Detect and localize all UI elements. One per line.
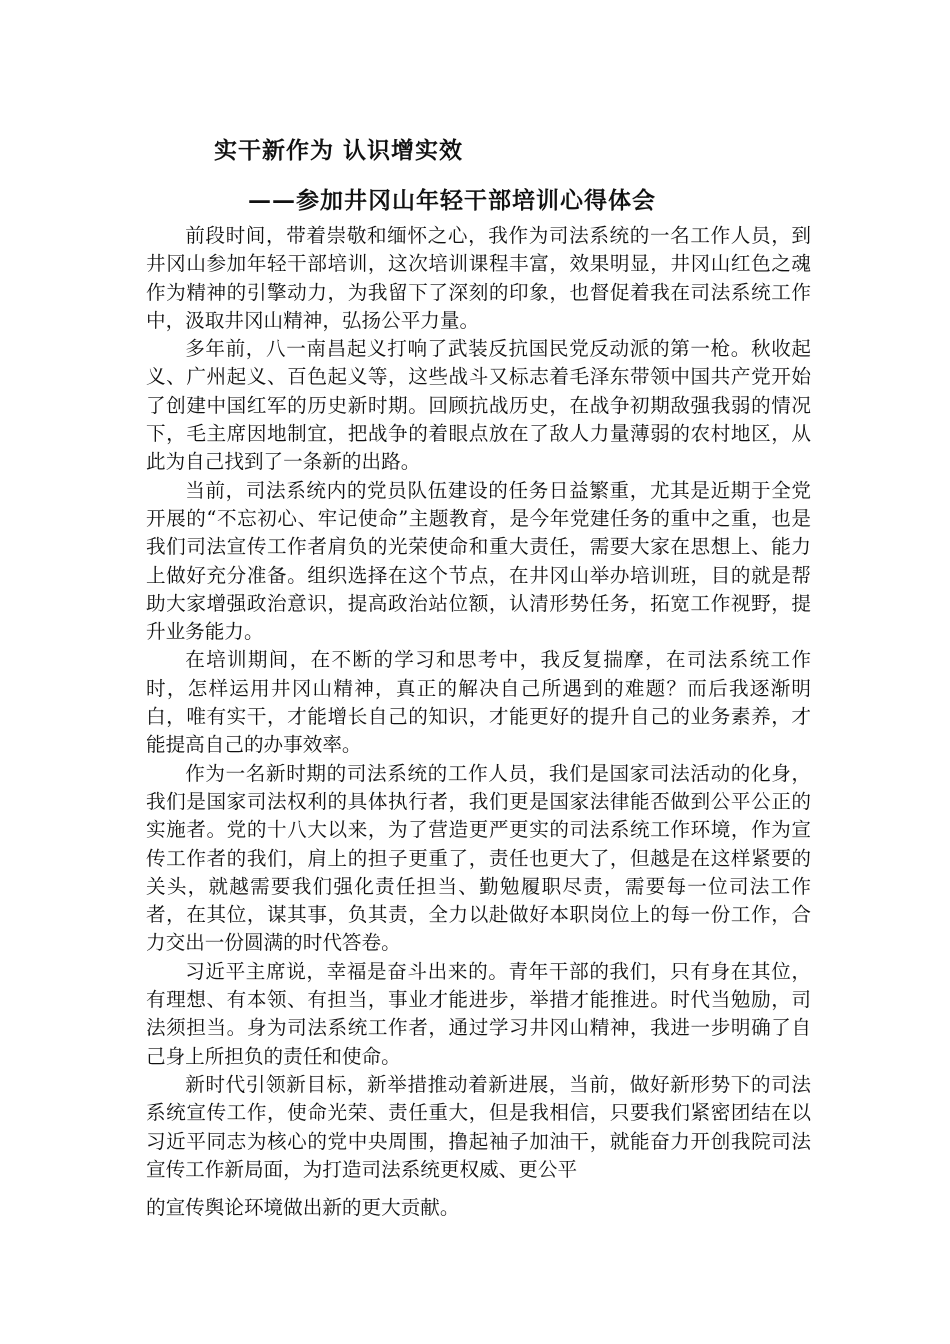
- paragraph-7-main: 新时代引领新目标，新举措推动着新进展，当前，做好新形势下的司法系统宣传工作，使命光荣、责任重大，但是我相信，只要我们紧密团结在以习近平同志为核心的党中央周围，撸起袖子加油干，就能奋力开创我院司法宣传工作新局面，为打造司法系统更权威、更公平: [146, 1072, 811, 1181]
- document-body: [146, 222, 811, 1222]
- paragraph-3: 当前，司法系统内的党员队伍建设的任务日益繁重，尤其是近期于全党开展的“不忘初心、牢记使命”主题教育，是今年党建任务的重中之重，也是我们司法宣传工作者肩负的光荣使命和重大责任，需要大家在思想上、能力上做好充分准备。组织选择在这个节点，在井冈山举办培训班，目的就是帮助大家增强政治意识，提高政治站位额，认清形势任务，拓宽工作视野，提升业务能力。: [146, 478, 811, 644]
- document-title: 实干新作为 认识增实效: [214, 137, 464, 164]
- paragraph-1: 前段时间，带着崇敬和缅怀之心，我作为司法系统的一名工作人员，到井冈山参加年轻干部培训，这次培训课程丰富，效果明显，井冈山红色之魂作为精神的引擎动力，为我留下了深刻的印象，也督促着我在司法系统工作中，汲取井冈山精神，弘扬公平力量。: [146, 224, 811, 332]
- paragraph-7: [146, 1071, 811, 1222]
- paragraph-5: 作为一名新时期的司法系统的工作人员，我们是国家司法活动的化身，我们是国家司法权利的具体执行者，我们更是国家法律能否做到公平公正的实施者。党的十八大以来，为了营造更严更实的司法系统工作环境，作为宣传工作者的我们，肩上的担子更重了，责任也更大了，但越是在这样紧要的关头，就越需要我们强化责任担当、勤勉履职尽责，需要每一位司法工作者，在其位，谋其事，负其责，全力以赴做好本职岗位上的每一份工作，合力交出一份圆满的时代答卷。: [146, 761, 811, 955]
- paragraph-4: 在培训期间，在不断的学习和思考中，我反复揣摩，在司法系统工作时，怎样运用井冈山精神，真正的解决自己所遇到的难题？而后我逐渐明白，唯有实干，才能增长自己的知识，才能更好的提升自己的业务素养，才能提高自己的办事效率。: [146, 648, 811, 757]
- paragraph-7-tail: 的宣传舆论环境做出新的更大贡献。: [146, 1196, 460, 1220]
- paragraph-2: 多年前，八一南昌起义打响了武装反抗国民党反动派的第一枪。秋收起义、广州起义、百色起义等，这些战斗又标志着毛泽东带领中国共产党开始了创建中国红军的历史新时期。回顾抗战历史，在战争初期敌强我弱的情况下，毛主席因地制宜，把战争的着眼点放在了敌人力量薄弱的农村地区，从此为自己找到了一条新的出路。: [146, 337, 811, 474]
- document-subtitle: ——参加井冈山年轻干部培训心得体会: [248, 187, 656, 214]
- paragraph-6: 习近平主席说，幸福是奋斗出来的。青年干部的我们，只有身在其位，有理想、有本领、有担当，事业才能进步，举措才能推进。时代当勉励，司法须担当。身为司法系统工作者，通过学习井冈山精神，我进一步明确了自己身上所担负的责任和使命。: [146, 959, 811, 1068]
